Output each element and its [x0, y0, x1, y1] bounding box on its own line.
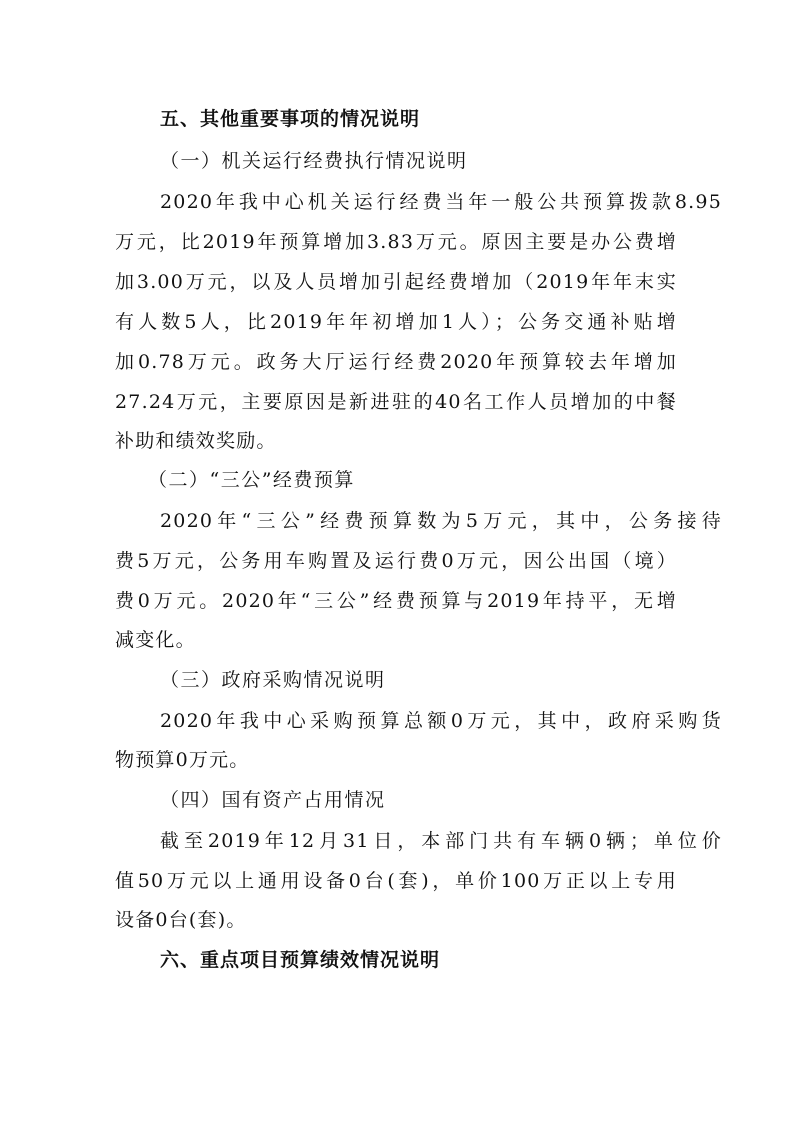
paragraph-line: 加0.78万元。政务大厅运行经费2020年预算较去年增加 [115, 351, 677, 373]
paragraph-line: 费5万元，公务用车购置及运行费0万元，因公出国（境） [115, 550, 677, 572]
subsection-2-heading: （二）“三公”经费预算 [148, 469, 355, 491]
section-6-heading: 六、重点项目预算绩效情况说明 [160, 949, 441, 971]
paragraph-line: 物预算0万元。 [115, 749, 250, 771]
paragraph-line: 费0万元。2020年“三公”经费预算与2019年持平，无增 [115, 590, 677, 612]
paragraph-line: 2020年“三公”经费预算数为5万元，其中，公务接待 [160, 510, 722, 532]
paragraph-line: 加3.00万元，以及人员增加引起经费增加（2019年年末实 [115, 271, 677, 293]
paragraph-line: 补助和绩效奖励。 [115, 430, 277, 452]
subsection-4-heading: （四）国有资产占用情况 [160, 789, 386, 811]
paragraph-line: 设备0台(套)。 [115, 909, 247, 931]
section-5-heading: 五、其他重要事项的情况说明 [160, 108, 421, 130]
paragraph-line: 减变化。 [115, 629, 196, 651]
paragraph-line: 2020年我中心采购预算总额0万元，其中，政府采购货 [160, 710, 722, 732]
paragraph-line: 万元，比2019年预算增加3.83万元。原因主要是办公费增 [115, 231, 677, 253]
paragraph-line: 27.24万元，主要原因是新进驻的40名工作人员增加的中餐 [115, 391, 677, 413]
paragraph-line: 有人数5人，比2019年年初增加1人）；公务交通补贴增 [115, 311, 677, 333]
paragraph-line: 值50万元以上通用设备0台(套)，单价100万正以上专用 [115, 870, 677, 892]
paragraph-line: 截至2019年12月31日，本部门共有车辆0辆；单位价 [160, 830, 722, 852]
paragraph-line: 2020年我中心机关运行经费当年一般公共预算拨款8.95 [160, 191, 722, 213]
subsection-1-heading: （一）机关运行经费执行情况说明 [160, 150, 468, 172]
subsection-3-heading: （三）政府采购情况说明 [160, 669, 386, 691]
